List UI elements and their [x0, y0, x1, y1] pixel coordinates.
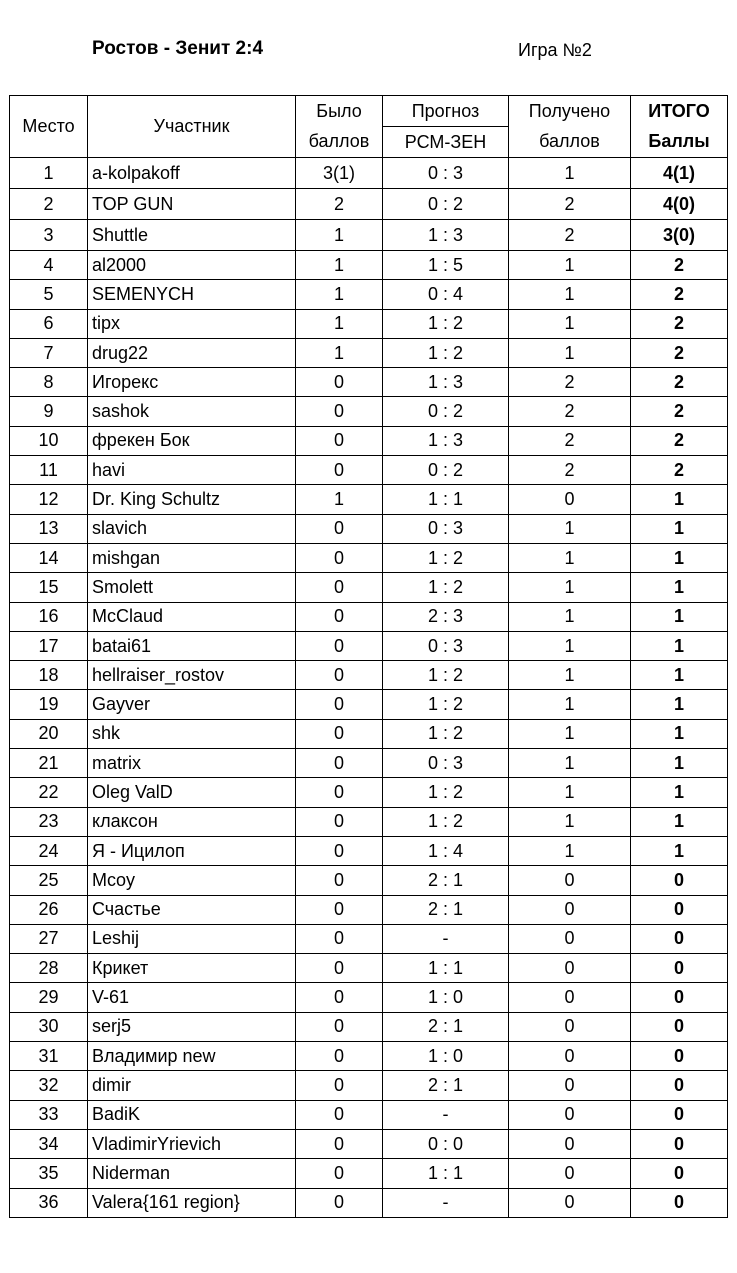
- place-cell: 3: [10, 220, 88, 251]
- got-points-cell: 0: [509, 1100, 631, 1129]
- table-row: [10, 158, 728, 189]
- participant-cell: shk: [88, 719, 296, 748]
- forecast-cell: 2 : 1: [383, 895, 509, 924]
- forecast-cell: 1 : 0: [383, 983, 509, 1012]
- participant-cell: McClaud: [88, 602, 296, 631]
- was-points-cell: 0: [296, 719, 383, 748]
- forecast-cell: 2 : 3: [383, 602, 509, 631]
- table-row: [10, 866, 728, 895]
- place-cell: 25: [10, 866, 88, 895]
- total-points-cell: 0: [631, 1159, 728, 1188]
- place-cell: 21: [10, 749, 88, 778]
- participant-cell: Крикет: [88, 954, 296, 983]
- forecast-cell: 1 : 3: [383, 426, 509, 455]
- got-points-cell: 1: [509, 338, 631, 367]
- got-points-cell: 1: [509, 749, 631, 778]
- got-points-cell: 1: [509, 807, 631, 836]
- table-row: [10, 543, 728, 572]
- total-points-cell: 0: [631, 1188, 728, 1217]
- participant-cell: Valera{161 region}: [88, 1188, 296, 1217]
- forecast-cell: -: [383, 1100, 509, 1129]
- forecast-cell: 2 : 1: [383, 866, 509, 895]
- was-points-cell: 0: [296, 836, 383, 865]
- was-points-cell: 0: [296, 690, 383, 719]
- place-cell: 33: [10, 1100, 88, 1129]
- got-points-cell: 2: [509, 426, 631, 455]
- total-points-cell: 4(1): [631, 158, 728, 189]
- place-cell: 4: [10, 251, 88, 280]
- participant-cell: VladimirYrievich: [88, 1129, 296, 1158]
- forecast-cell: 0 : 3: [383, 514, 509, 543]
- total-points-cell: 4(0): [631, 189, 728, 220]
- forecast-cell: 1 : 2: [383, 807, 509, 836]
- col-total-subheader: Баллы: [631, 127, 728, 158]
- got-points-cell: 1: [509, 778, 631, 807]
- place-cell: 23: [10, 807, 88, 836]
- table-row: [10, 485, 728, 514]
- total-points-cell: 1: [631, 573, 728, 602]
- table-row: [10, 631, 728, 660]
- place-cell: 22: [10, 778, 88, 807]
- got-points-cell: 2: [509, 368, 631, 397]
- table-row: [10, 836, 728, 865]
- was-points-cell: 0: [296, 573, 383, 602]
- total-points-cell: 1: [631, 836, 728, 865]
- col-was-subheader: баллов: [296, 127, 383, 158]
- col-got-header: Получено: [509, 96, 631, 127]
- was-points-cell: 0: [296, 749, 383, 778]
- total-points-cell: 0: [631, 1100, 728, 1129]
- forecast-cell: 1 : 4: [383, 836, 509, 865]
- got-points-cell: 1: [509, 602, 631, 631]
- total-points-cell: 0: [631, 1129, 728, 1158]
- total-points-cell: 1: [631, 749, 728, 778]
- participant-cell: Я - Ицилоп: [88, 836, 296, 865]
- got-points-cell: 1: [509, 631, 631, 660]
- table-row: [10, 251, 728, 280]
- table-row: [10, 189, 728, 220]
- forecast-cell: 1 : 2: [383, 661, 509, 690]
- forecast-cell: -: [383, 924, 509, 953]
- total-points-cell: 1: [631, 778, 728, 807]
- table-row: [10, 1042, 728, 1071]
- place-cell: 9: [10, 397, 88, 426]
- table-row: [10, 602, 728, 631]
- was-points-cell: 1: [296, 280, 383, 309]
- place-cell: 20: [10, 719, 88, 748]
- got-points-cell: 0: [509, 924, 631, 953]
- total-points-cell: 1: [631, 602, 728, 631]
- forecast-cell: 0 : 3: [383, 749, 509, 778]
- was-points-cell: 1: [296, 485, 383, 514]
- got-points-cell: 0: [509, 983, 631, 1012]
- place-cell: 26: [10, 895, 88, 924]
- total-points-cell: 2: [631, 368, 728, 397]
- participant-cell: al2000: [88, 251, 296, 280]
- place-cell: 19: [10, 690, 88, 719]
- participant-cell: Dr. King Schultz: [88, 485, 296, 514]
- was-points-cell: 0: [296, 661, 383, 690]
- total-points-cell: 1: [631, 690, 728, 719]
- was-points-cell: 0: [296, 368, 383, 397]
- was-points-cell: 0: [296, 397, 383, 426]
- total-points-cell: 2: [631, 456, 728, 485]
- got-points-cell: 1: [509, 573, 631, 602]
- got-points-cell: 1: [509, 514, 631, 543]
- total-points-cell: 0: [631, 924, 728, 953]
- place-cell: 14: [10, 543, 88, 572]
- table-row: [10, 778, 728, 807]
- total-points-cell: 0: [631, 1071, 728, 1100]
- participant-cell: фрекен Бок: [88, 426, 296, 455]
- participant-cell: slavich: [88, 514, 296, 543]
- participant-cell: BadiK: [88, 1100, 296, 1129]
- table-row: [10, 749, 728, 778]
- col-was-header: Было: [296, 96, 383, 127]
- participant-cell: Mcoy: [88, 866, 296, 895]
- forecast-cell: 1 : 1: [383, 954, 509, 983]
- place-cell: 28: [10, 954, 88, 983]
- was-points-cell: 0: [296, 983, 383, 1012]
- total-points-cell: 2: [631, 426, 728, 455]
- total-points-cell: 0: [631, 895, 728, 924]
- participant-cell: клаксон: [88, 807, 296, 836]
- total-points-cell: 1: [631, 485, 728, 514]
- total-points-cell: 2: [631, 251, 728, 280]
- forecast-cell: 0 : 0: [383, 1129, 509, 1158]
- got-points-cell: 0: [509, 1042, 631, 1071]
- got-points-cell: 1: [509, 690, 631, 719]
- forecast-cell: 1 : 2: [383, 309, 509, 338]
- table-row: [10, 280, 728, 309]
- place-cell: 30: [10, 1012, 88, 1041]
- place-cell: 6: [10, 309, 88, 338]
- participant-cell: Oleg ValD: [88, 778, 296, 807]
- col-total-header: ИТОГО: [631, 96, 728, 127]
- table-row: [10, 514, 728, 543]
- place-cell: 15: [10, 573, 88, 602]
- participant-cell: serj5: [88, 1012, 296, 1041]
- got-points-cell: 1: [509, 719, 631, 748]
- table-row: [10, 456, 728, 485]
- was-points-cell: 0: [296, 1071, 383, 1100]
- was-points-cell: 0: [296, 924, 383, 953]
- place-cell: 24: [10, 836, 88, 865]
- participant-cell: Gayver: [88, 690, 296, 719]
- forecast-cell: 2 : 1: [383, 1012, 509, 1041]
- col-forecast-header: Прогноз: [383, 96, 509, 127]
- total-points-cell: 3(0): [631, 220, 728, 251]
- total-points-cell: 1: [631, 543, 728, 572]
- place-cell: 32: [10, 1071, 88, 1100]
- forecast-cell: 2 : 1: [383, 1071, 509, 1100]
- was-points-cell: 0: [296, 543, 383, 572]
- total-points-cell: 2: [631, 280, 728, 309]
- table-row: [10, 1188, 728, 1217]
- table-row: [10, 895, 728, 924]
- got-points-cell: 0: [509, 866, 631, 895]
- place-cell: 17: [10, 631, 88, 660]
- forecast-cell: 1 : 1: [383, 1159, 509, 1188]
- forecast-cell: 0 : 2: [383, 456, 509, 485]
- table-row: [10, 1012, 728, 1041]
- got-points-cell: 0: [509, 1188, 631, 1217]
- was-points-cell: 0: [296, 1188, 383, 1217]
- participant-cell: matrix: [88, 749, 296, 778]
- got-points-cell: 1: [509, 251, 631, 280]
- participant-cell: batai61: [88, 631, 296, 660]
- table-row: [10, 1100, 728, 1129]
- table-row: [10, 807, 728, 836]
- was-points-cell: 0: [296, 1042, 383, 1071]
- participant-cell: mishgan: [88, 543, 296, 572]
- was-points-cell: 2: [296, 189, 383, 220]
- place-cell: 18: [10, 661, 88, 690]
- got-points-cell: 0: [509, 1159, 631, 1188]
- table-row: [10, 661, 728, 690]
- got-points-cell: 1: [509, 280, 631, 309]
- standings-body: [10, 158, 728, 1218]
- got-points-cell: 1: [509, 309, 631, 338]
- forecast-cell: 0 : 4: [383, 280, 509, 309]
- table-row: [10, 1159, 728, 1188]
- got-points-cell: 0: [509, 485, 631, 514]
- total-points-cell: 1: [631, 514, 728, 543]
- was-points-cell: 0: [296, 778, 383, 807]
- total-points-cell: 0: [631, 954, 728, 983]
- got-points-cell: 0: [509, 1012, 631, 1041]
- was-points-cell: 0: [296, 1159, 383, 1188]
- total-points-cell: 1: [631, 661, 728, 690]
- table-row: [10, 426, 728, 455]
- was-points-cell: 0: [296, 514, 383, 543]
- table-row: [10, 1129, 728, 1158]
- got-points-cell: 1: [509, 661, 631, 690]
- participant-cell: Счастье: [88, 895, 296, 924]
- place-cell: 27: [10, 924, 88, 953]
- col-participant-header: Участник: [88, 96, 296, 158]
- total-points-cell: 0: [631, 866, 728, 895]
- table-row: [10, 368, 728, 397]
- got-points-cell: 0: [509, 1071, 631, 1100]
- forecast-cell: 1 : 0: [383, 1042, 509, 1071]
- was-points-cell: 3(1): [296, 158, 383, 189]
- was-points-cell: 0: [296, 1100, 383, 1129]
- place-cell: 35: [10, 1159, 88, 1188]
- total-points-cell: 1: [631, 807, 728, 836]
- got-points-cell: 2: [509, 220, 631, 251]
- got-points-cell: 1: [509, 543, 631, 572]
- total-points-cell: 0: [631, 983, 728, 1012]
- total-points-cell: 1: [631, 631, 728, 660]
- forecast-cell: 0 : 2: [383, 189, 509, 220]
- participant-cell: dimir: [88, 1071, 296, 1100]
- got-points-cell: 1: [509, 836, 631, 865]
- table-row: [10, 397, 728, 426]
- place-cell: 31: [10, 1042, 88, 1071]
- total-points-cell: 1: [631, 719, 728, 748]
- table-row: [10, 954, 728, 983]
- participant-cell: TOP GUN: [88, 189, 296, 220]
- place-cell: 2: [10, 189, 88, 220]
- forecast-cell: 1 : 2: [383, 690, 509, 719]
- forecast-cell: 1 : 3: [383, 220, 509, 251]
- place-cell: 12: [10, 485, 88, 514]
- table-row: [10, 983, 728, 1012]
- table-row: [10, 924, 728, 953]
- was-points-cell: 1: [296, 251, 383, 280]
- participant-cell: Niderman: [88, 1159, 296, 1188]
- total-points-cell: 0: [631, 1042, 728, 1071]
- was-points-cell: 1: [296, 338, 383, 367]
- was-points-cell: 0: [296, 602, 383, 631]
- got-points-cell: 2: [509, 189, 631, 220]
- table-row: [10, 1071, 728, 1100]
- participant-cell: Smolett: [88, 573, 296, 602]
- was-points-cell: 0: [296, 631, 383, 660]
- got-points-cell: 0: [509, 1129, 631, 1158]
- page-title: Ростов - Зенит 2:4: [92, 38, 264, 59]
- place-cell: 16: [10, 602, 88, 631]
- col-got-subheader: баллов: [509, 127, 631, 158]
- participant-cell: Владимир new: [88, 1042, 296, 1071]
- place-cell: 8: [10, 368, 88, 397]
- total-points-cell: 2: [631, 309, 728, 338]
- was-points-cell: 1: [296, 309, 383, 338]
- table-row: [10, 220, 728, 251]
- place-cell: 11: [10, 456, 88, 485]
- header-row-1: [10, 96, 728, 127]
- was-points-cell: 0: [296, 954, 383, 983]
- participant-cell: sashok: [88, 397, 296, 426]
- place-cell: 1: [10, 158, 88, 189]
- got-points-cell: 0: [509, 954, 631, 983]
- was-points-cell: 0: [296, 895, 383, 924]
- forecast-cell: 0 : 2: [383, 397, 509, 426]
- forecast-cell: 1 : 2: [383, 573, 509, 602]
- col-forecast-subheader: РСМ-ЗЕН: [383, 127, 509, 158]
- place-cell: 13: [10, 514, 88, 543]
- participant-cell: Shuttle: [88, 220, 296, 251]
- got-points-cell: 1: [509, 158, 631, 189]
- was-points-cell: 0: [296, 456, 383, 485]
- was-points-cell: 0: [296, 1012, 383, 1041]
- participant-cell: V-61: [88, 983, 296, 1012]
- col-place-header: Место: [10, 96, 88, 158]
- forecast-cell: -: [383, 1188, 509, 1217]
- place-cell: 34: [10, 1129, 88, 1158]
- game-number: Игра №2: [518, 40, 592, 60]
- table-row: [10, 719, 728, 748]
- participant-cell: drug22: [88, 338, 296, 367]
- forecast-cell: 1 : 2: [383, 338, 509, 367]
- place-cell: 36: [10, 1188, 88, 1217]
- forecast-cell: 1 : 2: [383, 778, 509, 807]
- was-points-cell: 0: [296, 1129, 383, 1158]
- participant-cell: Leshij: [88, 924, 296, 953]
- total-points-cell: 0: [631, 1012, 728, 1041]
- forecast-cell: 0 : 3: [383, 631, 509, 660]
- participant-cell: hellraiser_rostov: [88, 661, 296, 690]
- got-points-cell: 2: [509, 397, 631, 426]
- total-points-cell: 2: [631, 397, 728, 426]
- participant-cell: tipx: [88, 309, 296, 338]
- was-points-cell: 1: [296, 220, 383, 251]
- was-points-cell: 0: [296, 866, 383, 895]
- participant-cell: Игорекс: [88, 368, 296, 397]
- total-points-cell: 2: [631, 338, 728, 367]
- forecast-cell: 1 : 2: [383, 543, 509, 572]
- table-row: [10, 573, 728, 602]
- forecast-cell: 1 : 1: [383, 485, 509, 514]
- forecast-cell: 1 : 5: [383, 251, 509, 280]
- got-points-cell: 0: [509, 895, 631, 924]
- participant-cell: SEMENYCH: [88, 280, 296, 309]
- was-points-cell: 0: [296, 426, 383, 455]
- got-points-cell: 2: [509, 456, 631, 485]
- table-row: [10, 309, 728, 338]
- participant-cell: a-kolpakoff: [88, 158, 296, 189]
- place-cell: 10: [10, 426, 88, 455]
- table-row: [10, 690, 728, 719]
- forecast-cell: 0 : 3: [383, 158, 509, 189]
- place-cell: 5: [10, 280, 88, 309]
- table-row: [10, 338, 728, 367]
- participant-cell: havi: [88, 456, 296, 485]
- standings-table: [9, 95, 728, 1218]
- place-cell: 7: [10, 338, 88, 367]
- forecast-cell: 1 : 2: [383, 719, 509, 748]
- place-cell: 29: [10, 983, 88, 1012]
- forecast-cell: 1 : 3: [383, 368, 509, 397]
- was-points-cell: 0: [296, 807, 383, 836]
